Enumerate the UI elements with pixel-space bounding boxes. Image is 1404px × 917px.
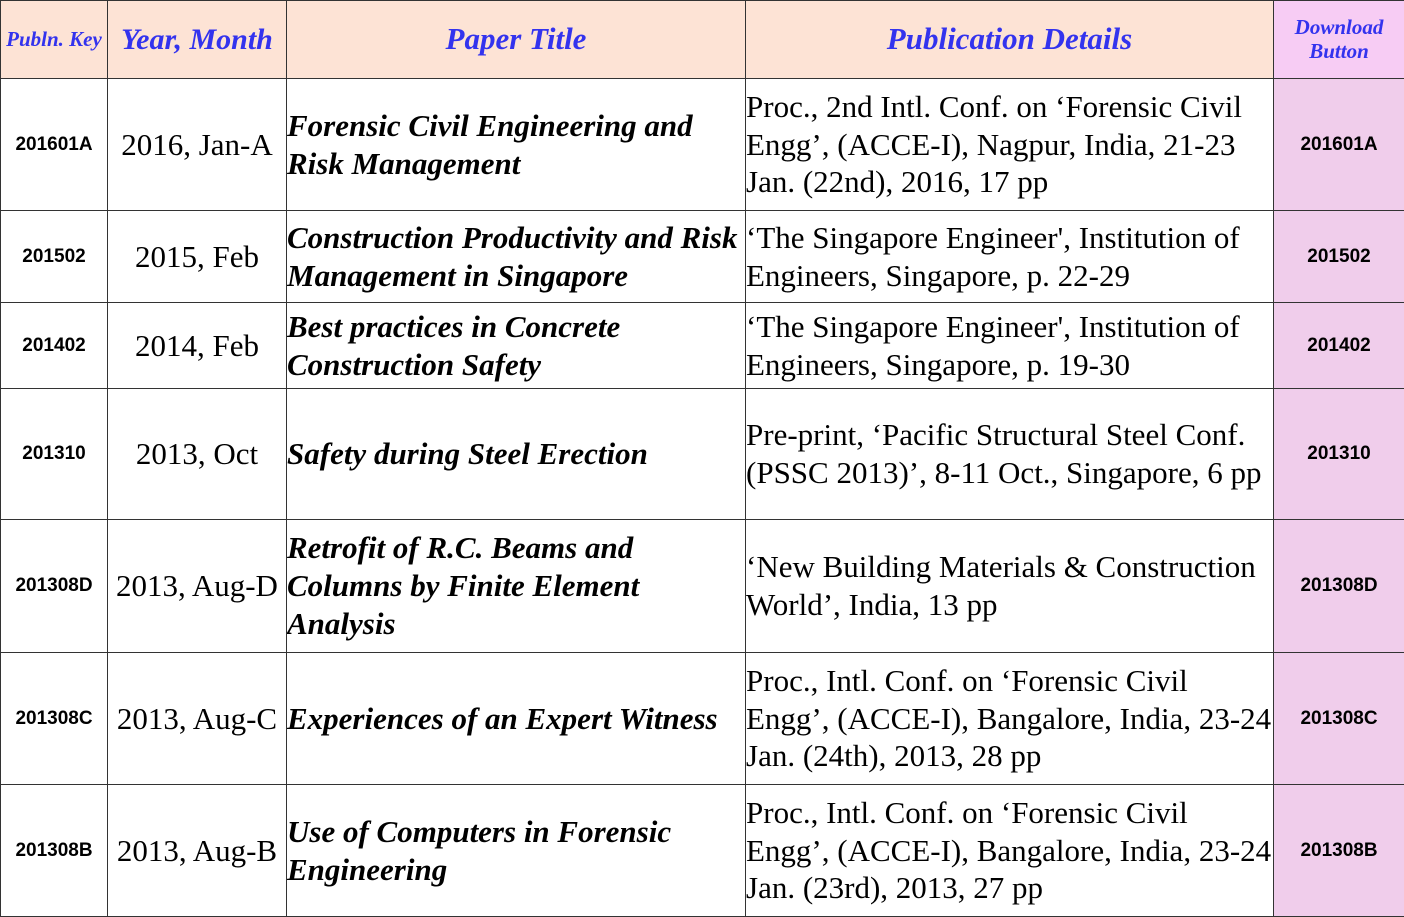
- publn-key: 201310: [1, 389, 108, 520]
- header-year-month: Year, Month: [108, 1, 287, 79]
- publn-key: 201308C: [1, 653, 108, 785]
- download-button[interactable]: 201601A: [1274, 79, 1404, 211]
- publication-details: ‘The Singapore Engineer', Institution of Engineers, Singapore, p. 22-29: [746, 211, 1274, 303]
- paper-title: Construction Productivity and Risk Management in Singapore: [287, 211, 746, 303]
- table-row: [1, 389, 1404, 520]
- table-row: [1, 520, 1404, 653]
- header-row: [1, 1, 1404, 79]
- publn-key: 201308D: [1, 520, 108, 653]
- download-button[interactable]: 201308D: [1274, 520, 1404, 653]
- header-download-button: Download Button: [1274, 1, 1404, 79]
- download-button[interactable]: 201502: [1274, 211, 1404, 303]
- year-month: 2015, Feb: [108, 211, 287, 303]
- paper-title: Best practices in Concrete Construction Safety: [287, 303, 746, 389]
- header-paper-title: Paper Title: [287, 1, 746, 79]
- publn-key: 201502: [1, 211, 108, 303]
- year-month: 2013, Aug-D: [108, 520, 287, 653]
- year-month: 2013, Aug-C: [108, 653, 287, 785]
- table-row: [1, 211, 1404, 303]
- year-month: 2014, Feb: [108, 303, 287, 389]
- download-button[interactable]: 201310: [1274, 389, 1404, 520]
- paper-title: Use of Computers in Forensic Engineering: [287, 785, 746, 917]
- table-row: [1, 653, 1404, 785]
- publn-key: 201308B: [1, 785, 108, 917]
- header-publication-details: Publication Details: [746, 1, 1274, 79]
- paper-title: Forensic Civil Engineering and Risk Management: [287, 79, 746, 211]
- publication-details: Proc., Intl. Conf. on ‘Forensic Civil Engg’, (ACCE-I), Bangalore, India, 23-24 Jan. (23rd), 2013, 27 pp: [746, 785, 1274, 917]
- publn-key: 201601A: [1, 79, 108, 211]
- publication-details: Pre-print, ‘Pacific Structural Steel Conf. (PSSC 2013)’, 8-11 Oct., Singapore, 6 pp: [746, 389, 1274, 520]
- table-row: [1, 785, 1404, 917]
- paper-title: Retrofit of R.C. Beams and Columns by Finite Element Analysis: [287, 520, 746, 653]
- year-month: 2016, Jan-A: [108, 79, 287, 211]
- download-button[interactable]: 201308C: [1274, 653, 1404, 785]
- header-publn-key: Publn. Key: [1, 1, 108, 79]
- publication-details: ‘New Building Materials & Construction World’, India, 13 pp: [746, 520, 1274, 653]
- download-button[interactable]: 201402: [1274, 303, 1404, 389]
- publication-details: ‘The Singapore Engineer', Institution of Engineers, Singapore, p. 19-30: [746, 303, 1274, 389]
- paper-title: Experiences of an Expert Witness: [287, 653, 746, 785]
- table-row: [1, 303, 1404, 389]
- publn-key: 201402: [1, 303, 108, 389]
- publication-details: Proc., 2nd Intl. Conf. on ‘Forensic Civil Engg’, (ACCE-I), Nagpur, India, 21-23 Jan. (22nd), 2016, 17 pp: [746, 79, 1274, 211]
- download-button[interactable]: 201308B: [1274, 785, 1404, 917]
- year-month: 2013, Oct: [108, 389, 287, 520]
- publication-details: Proc., Intl. Conf. on ‘Forensic Civil Engg’, (ACCE-I), Bangalore, India, 23-24 Jan. (24th), 2013, 28 pp: [746, 653, 1274, 785]
- paper-title: Safety during Steel Erection: [287, 389, 746, 520]
- year-month: 2013, Aug-B: [108, 785, 287, 917]
- table-row: [1, 79, 1404, 211]
